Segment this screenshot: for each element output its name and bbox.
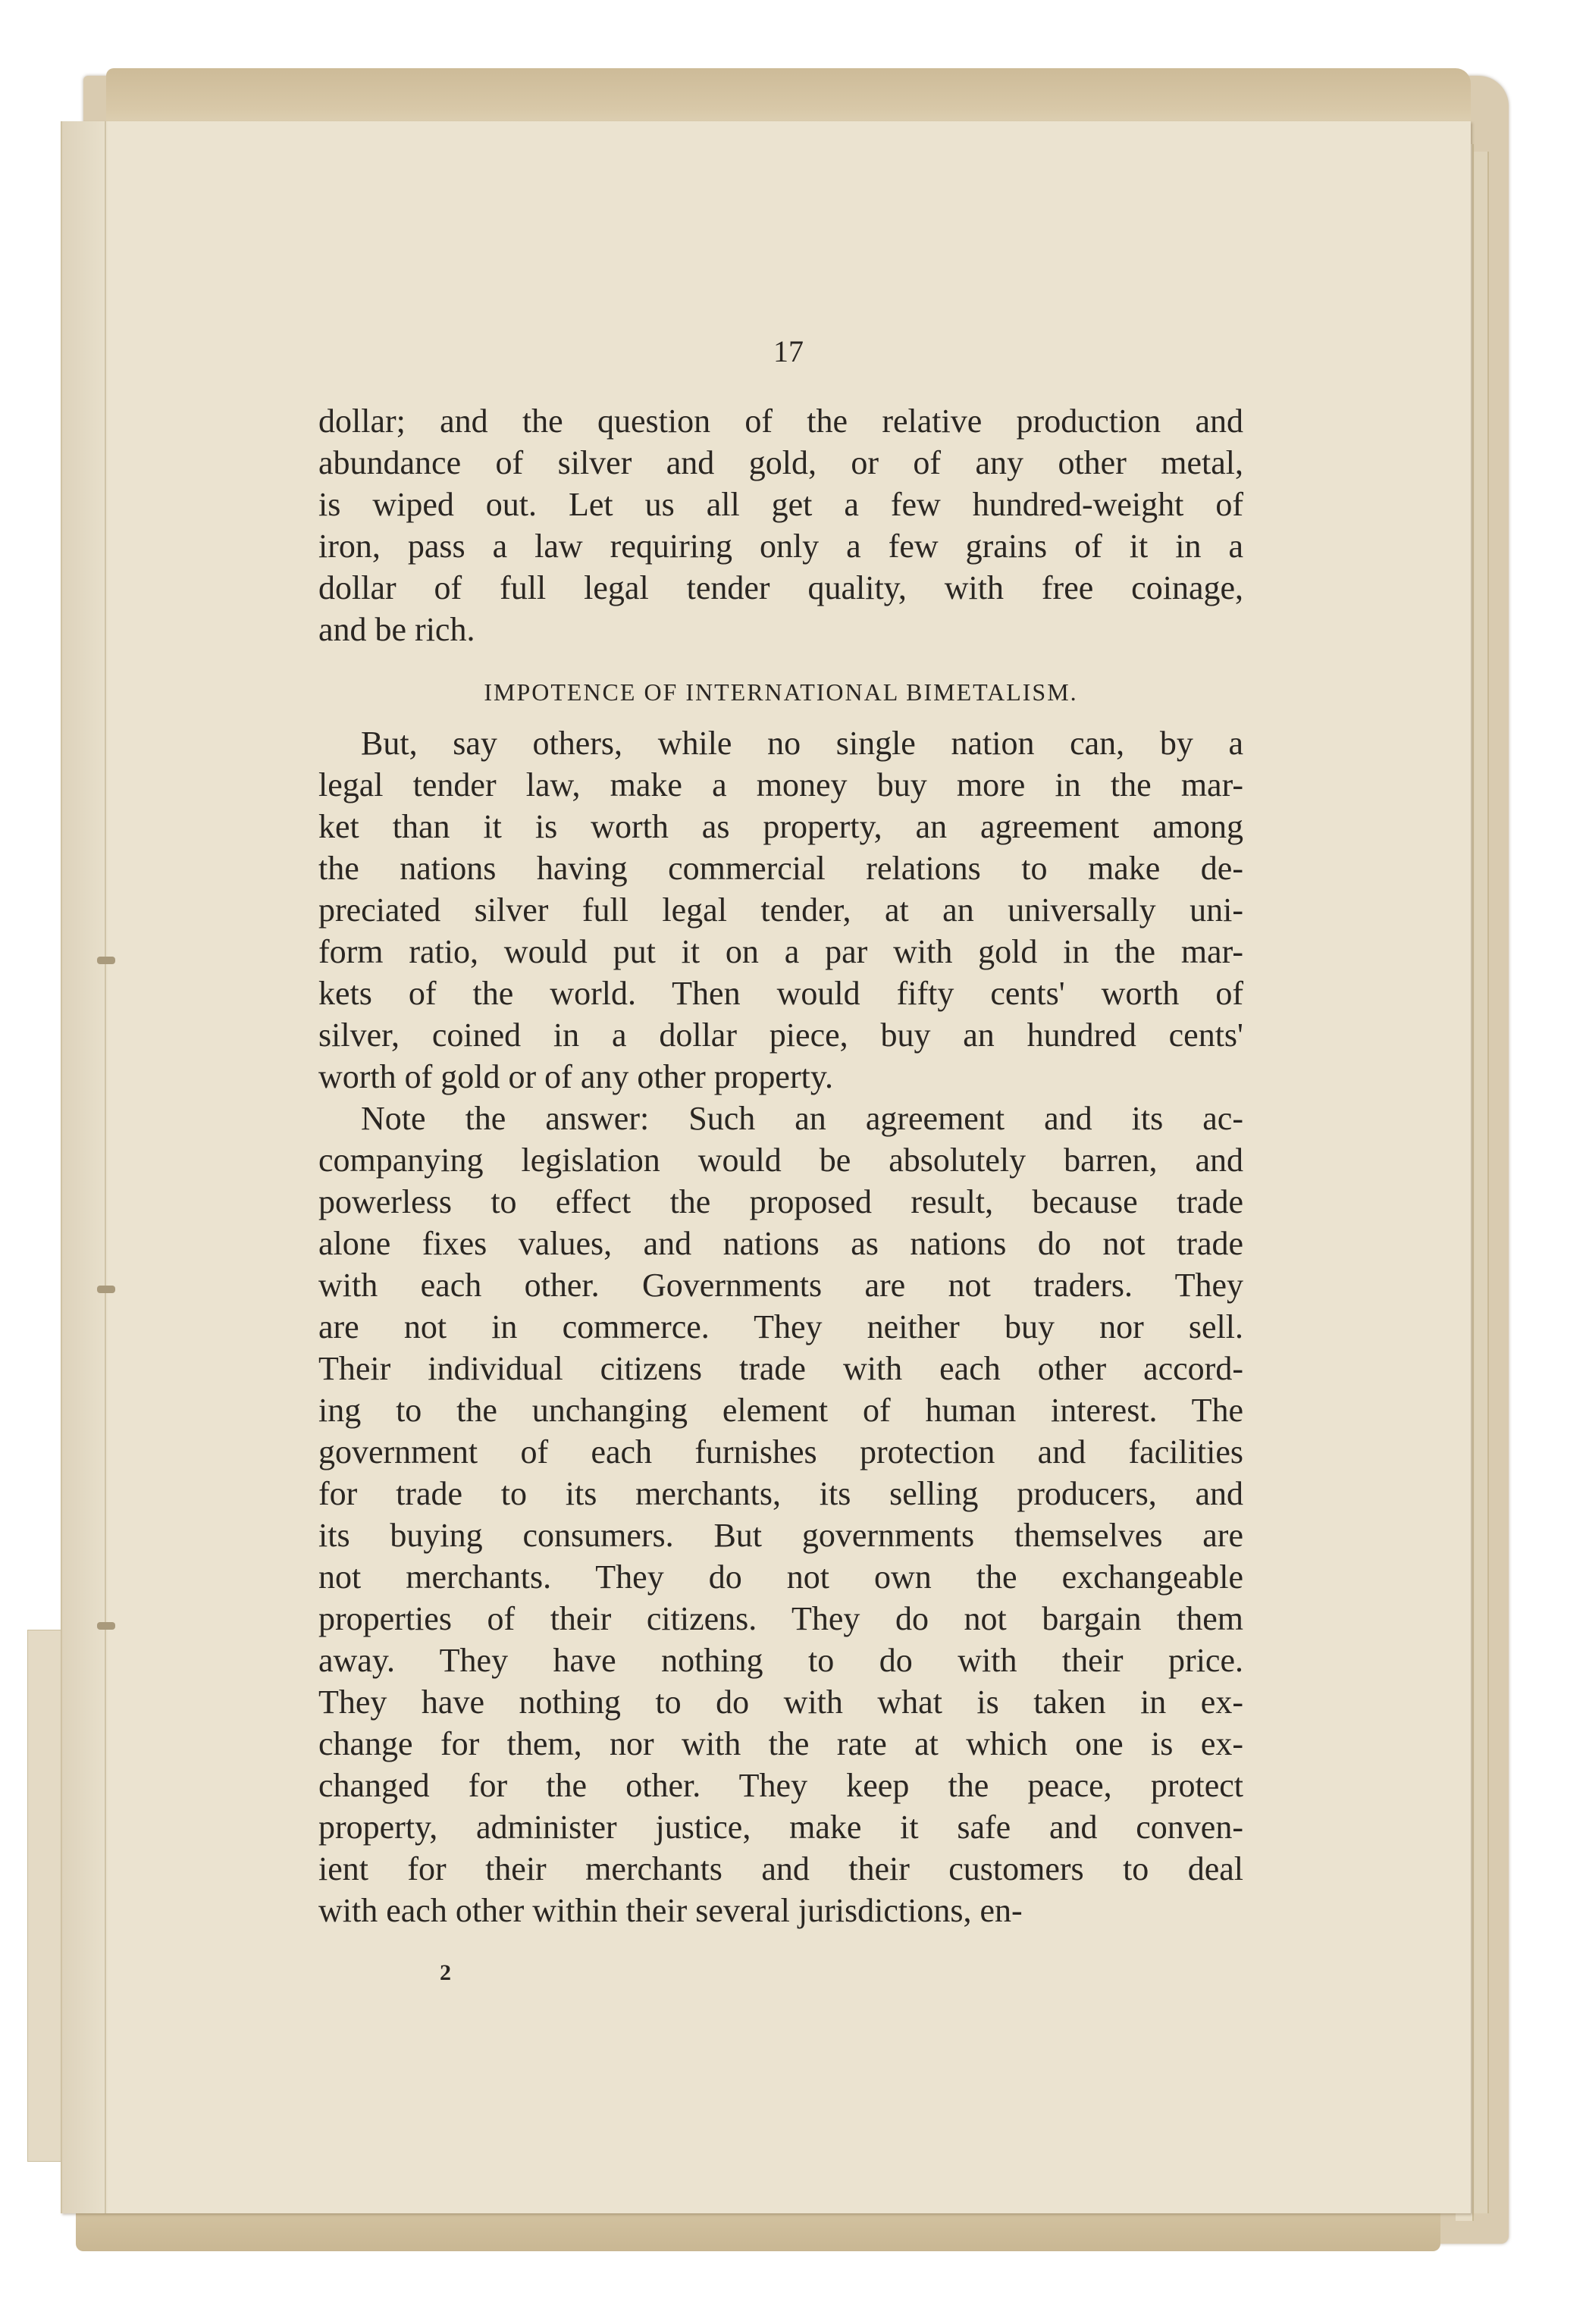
binding-stitch: [97, 957, 115, 964]
text-line: with each other within their several jurisdictions, en-: [318, 1892, 1023, 1929]
text-line: But, say others, while no single nation can, by a: [361, 725, 1243, 762]
text-line: the nations having commercial relations to make de-: [318, 850, 1243, 887]
text-line: abundance of silver and gold, or of any other metal,: [318, 444, 1243, 481]
text-line: property, administer justice, make it safe and conven-: [318, 1809, 1243, 1846]
binding-stitch: [97, 1622, 115, 1630]
text-line: for trade to its merchants, its selling producers, and: [318, 1475, 1243, 1512]
text-line: are not in commerce. They neither buy nor sell.: [318, 1308, 1243, 1345]
text-line: away. They have nothing to do with their price.: [318, 1642, 1243, 1679]
text-line: ing to the unchanging element of human interest. The: [318, 1392, 1243, 1429]
text-line: form ratio, would put it on a par with gold in the mar-: [318, 933, 1243, 970]
body-text: [318, 400, 1243, 1931]
text-line: and be rich.: [318, 611, 475, 648]
text-line: They have nothing to do with what is taken in ex-: [318, 1683, 1243, 1721]
text-line: is wiped out. Let us all get a few hundred-weight of: [318, 486, 1243, 523]
text-line: dollar of full legal tender quality, with free coinage,: [318, 569, 1243, 606]
text-line: alone fixes values, and nations as nations do not trade: [318, 1225, 1243, 1262]
text-line: kets of the world. Then would fifty cents' worth of: [318, 975, 1243, 1012]
text-line: Their individual citizens trade with each other accord-: [318, 1350, 1243, 1387]
text-line: dollar; and the question of the relative production and: [318, 402, 1243, 440]
text-line: legal tender law, make a money buy more in the mar-: [318, 766, 1243, 803]
text-line: with each other. Governments are not traders. They: [318, 1267, 1243, 1304]
text-line: powerless to effect the proposed result, because trade: [318, 1183, 1243, 1220]
text-line: silver, coined in a dollar piece, buy an hundred cents': [318, 1016, 1243, 1054]
binding-stitch: [97, 1286, 115, 1293]
text-line: companying legislation would be absolutely barren, and: [318, 1142, 1243, 1179]
text-line: worth of gold or of any other property.: [318, 1058, 833, 1095]
text-line: change for them, nor with the rate at which one is ex-: [318, 1725, 1243, 1762]
text-line: not merchants. They do not own the exchangeable: [318, 1558, 1243, 1596]
text-line: properties of their citizens. They do not bargain them: [318, 1600, 1243, 1637]
paragraph: [318, 722, 1243, 1098]
text-line: ket than it is worth as property, an agreement among: [318, 808, 1243, 845]
text-line: government of each furnishes protection and facilities: [318, 1433, 1243, 1471]
text-line: ient for their merchants and their customers to deal: [318, 1850, 1243, 1887]
paragraph: [318, 400, 1243, 650]
signature-mark: 2: [440, 1960, 451, 1985]
spine-fold-line: [105, 121, 106, 2213]
text-line: Note the answer: Such an agreement and its ac-: [361, 1100, 1243, 1137]
text-line: iron, pass a law requiring only a few grains of it in a: [318, 528, 1243, 565]
text-line: its buying consumers. But governments themselves are: [318, 1517, 1243, 1554]
page-number: 17: [773, 334, 804, 368]
section-heading: IMPOTENCE OF INTERNATIONAL BIMETALISM.: [484, 678, 1078, 706]
paragraph: [318, 1098, 1243, 1931]
page-spine: [61, 121, 108, 2213]
text-line: preciated silver full legal tender, at an universally uni-: [318, 891, 1243, 929]
text-line: changed for the other. They keep the peace, protect: [318, 1767, 1243, 1804]
page-edge: [1474, 152, 1489, 2213]
